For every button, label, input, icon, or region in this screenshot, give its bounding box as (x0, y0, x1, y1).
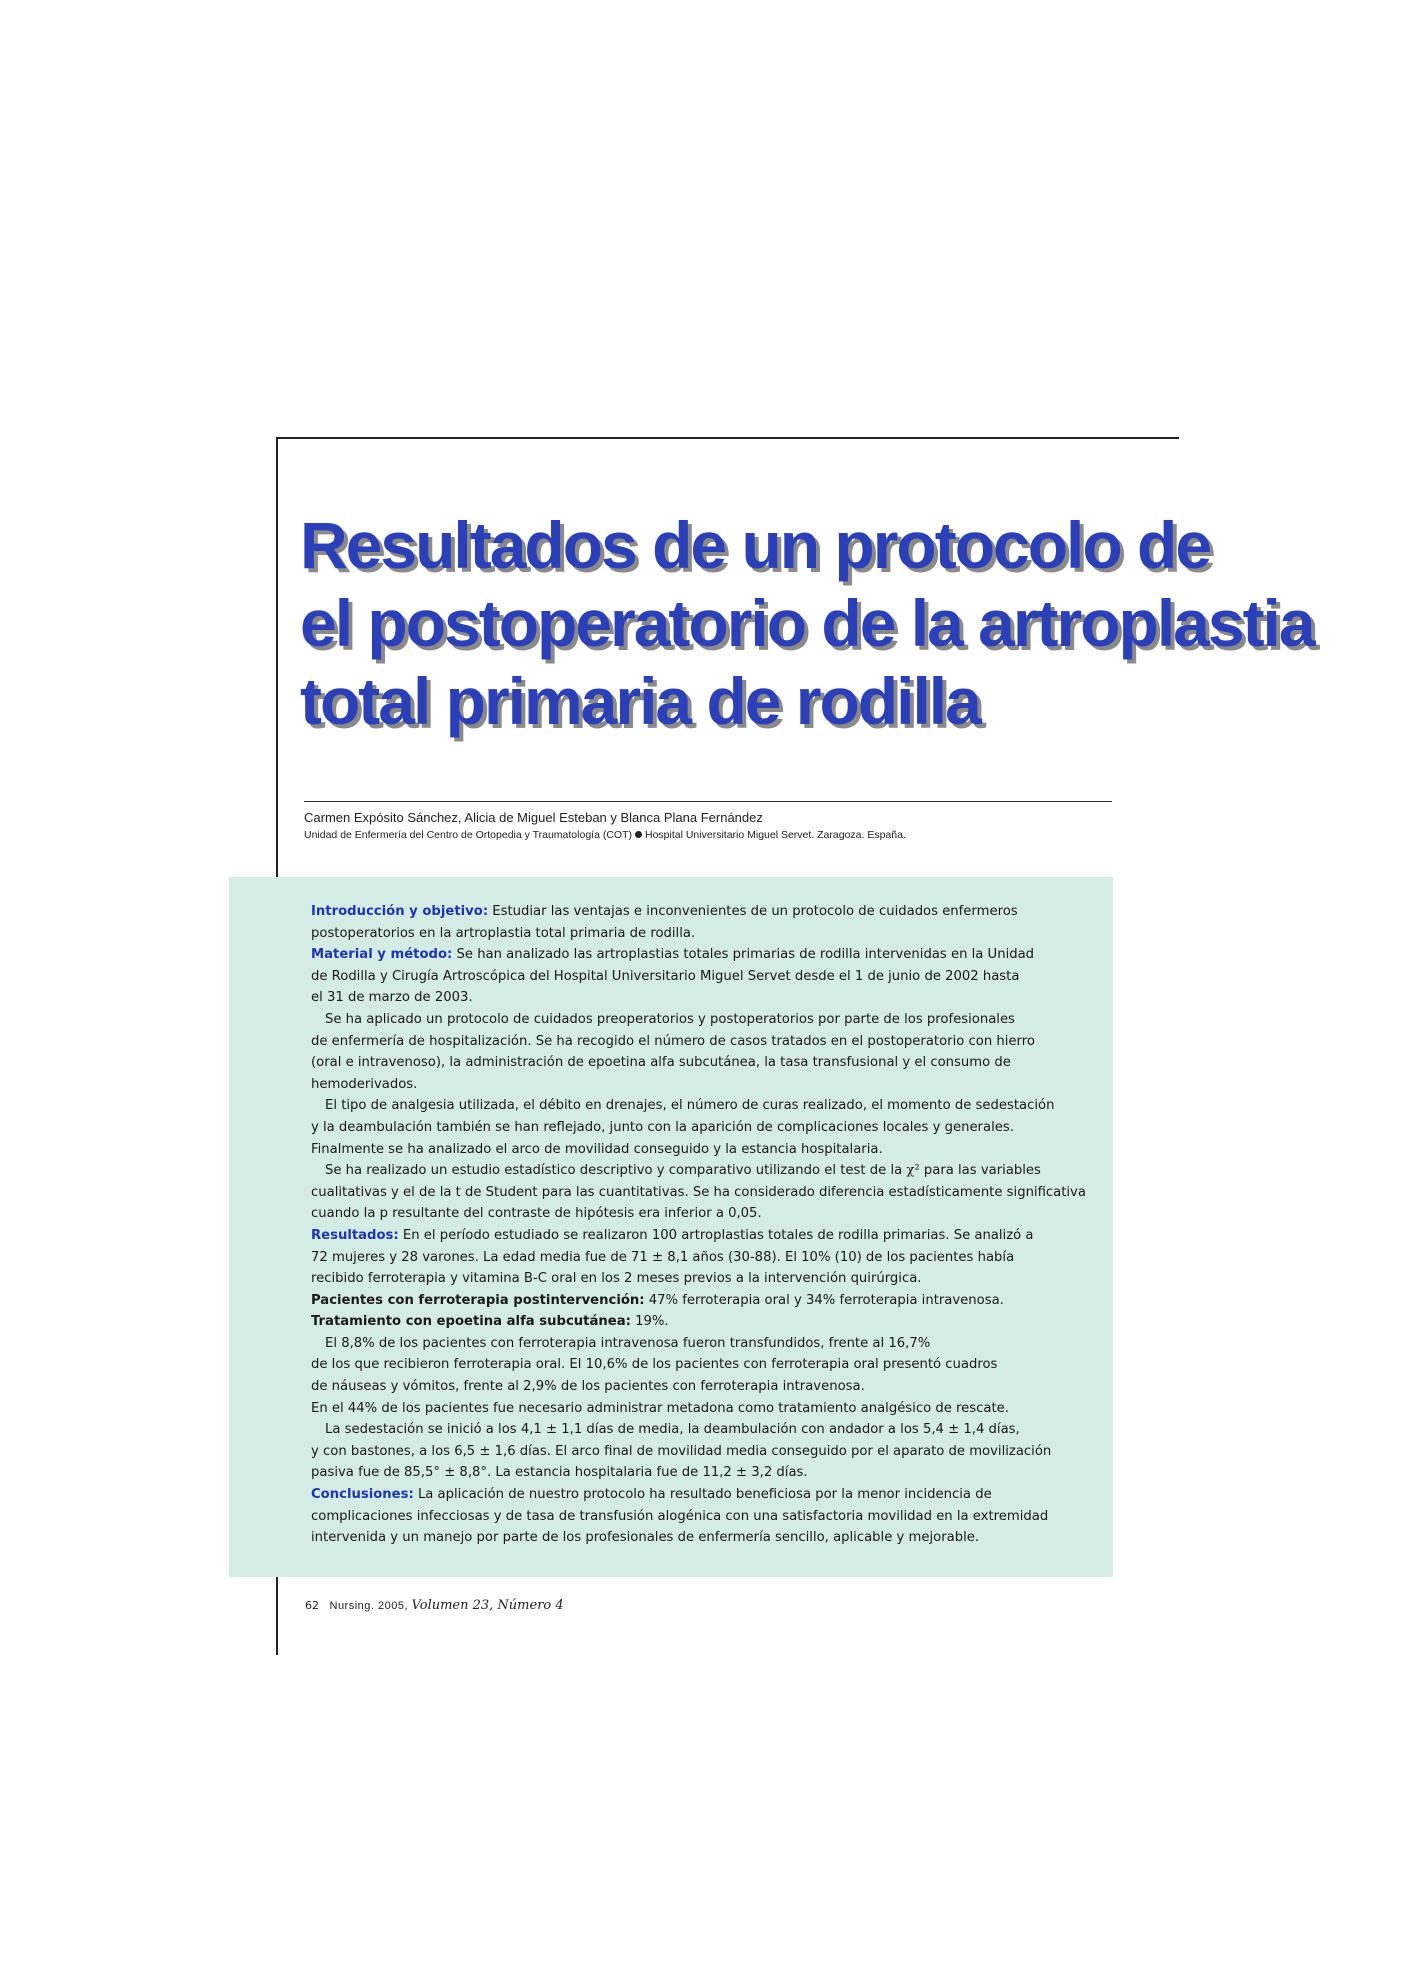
abstract-line: de Rodilla y Cirugía Artroscópica del Hospital Universitario Miguel Servet desde el 1 de junio de 2002 hasta (311, 968, 1020, 984)
abstract-line: de náuseas y vómitos, frente al 2,9% de los pacientes con ferroterapia intravenosa. (311, 1379, 865, 1395)
abstract-line: pasiva fue de 85,5° ± 8,8°. La estancia hospitalaria fue de 11,2 ± 3,2 días. (311, 1465, 808, 1481)
results-heading: Resultados: (311, 1227, 399, 1243)
intro-heading: Introducción y objetivo: (311, 904, 489, 919)
abstract-line: intervenida y un manejo por parte de los profesionales de enfermería sencillo, aplicable y mejorable. (311, 1530, 980, 1546)
abstract-text: La aplicación de nuestro protocolo ha resultado beneficiosa por la menor incidencia de (413, 1487, 992, 1503)
abstract-line: La sedestación se inició a los 4,1 ± 1,1 días de media, la deambulación con andador a los 5,4 ± 1,4 días, (325, 1422, 1020, 1438)
abstract-line: El 8,8% de los pacientes con ferroterapia intravenosa fueron transfundidos, frente al 16,7% (325, 1335, 931, 1351)
abstract-line: de los que recibieron ferroterapia oral. El 10,6% de los pacientes con ferroterapia oral presentó cuadros (311, 1357, 998, 1373)
author-divider (304, 801, 1112, 802)
ferro-subheading: Pacientes con ferroterapia postintervención: (311, 1292, 645, 1308)
article-title (300, 506, 1314, 740)
title-line-1: Resultados de un protocolo de (300, 508, 1211, 582)
abstract-line (311, 901, 1097, 923)
page-number: 62 (305, 1599, 319, 1612)
abstract-line: y con bastones, a los 6,5 ± 1,6 días. El arco final de movilidad media conseguido por el aparato de movilización (311, 1443, 1052, 1459)
affiliation (304, 829, 906, 841)
epoetin-subheading: Tratamiento con epoetina alfa subcutánea: (311, 1314, 631, 1330)
abstract-line: 72 mujeres y 28 varones. La edad media fue de 71 ± 8,1 años (30-88). El 10% (10) de los pacientes había (311, 1249, 1015, 1265)
abstract-line (311, 1484, 1097, 1506)
abstract (311, 901, 1097, 1549)
abstract-line (311, 1311, 1097, 1333)
chi-square-symbol: χ² (906, 1163, 920, 1179)
abstract-line (311, 944, 1097, 966)
abstract-line: En el 44% de los pacientes fue necesario administrar metadona como tratamiento analgésico de rescate. (311, 1400, 1009, 1416)
title-line-3: total primaria de rodilla (300, 664, 980, 738)
abstract-line: el 31 de marzo de 2003. (311, 990, 473, 1006)
journal-volume: Volumen 23, Número 4 (411, 1598, 564, 1613)
title-line-2: el postoperatorio de la artroplastia (300, 586, 1314, 660)
abstract-text: para las variables (919, 1163, 1041, 1179)
page-footer (305, 1598, 564, 1613)
author-list: Carmen Expósito Sánchez, Alicia de Miguel Esteban y Blanca Plana Fernández (304, 810, 763, 825)
abstract-text: 19%. (630, 1314, 669, 1330)
abstract-line: complicaciones infecciosas y de tasa de transfusión alogénica con una satisfactoria movilidad en la extremidad (311, 1508, 1049, 1524)
abstract-line: cualitativas y el de la t de Student para las cuantitativas. Se ha considerado diferencia estadísticamente significativa (311, 1184, 1086, 1200)
journal-name: Nursing. 2005, (329, 1600, 409, 1612)
abstract-line: recibido ferroterapia y vitamina B-C oral en los 2 meses previos a la intervención quirúrgica. (311, 1271, 922, 1287)
abstract-text: Estudiar las ventajas e inconvenientes de un protocolo de cuidados enfermeros (488, 904, 1018, 919)
abstract-line: Finalmente se ha analizado el arco de movilidad conseguido y la estancia hospitalaria. (311, 1141, 883, 1157)
abstract-text: Se ha realizado un estudio estadístico descriptivo y comparativo utilizando el test de la (325, 1163, 907, 1179)
bullet-icon (635, 831, 642, 838)
abstract-line (311, 1290, 1097, 1312)
conclusions-heading: Conclusiones: (311, 1487, 414, 1503)
abstract-line: cuando la p resultante del contraste de hipótesis era inferior a 0,05. (311, 1206, 762, 1222)
abstract-line: El tipo de analgesia utilizada, el débito en drenajes, el número de curas realizado, el momento de sedestación (325, 1098, 1055, 1114)
method-heading: Material y método: (311, 947, 453, 963)
abstract-line: postoperatorios en la artroplastia total primaria de rodilla. (311, 925, 696, 941)
abstract-text: Se han analizado las artroplastias totales primarias de rodilla intervenidas en la Unidad (452, 947, 1035, 963)
abstract-line: hemoderivados. (311, 1076, 418, 1092)
abstract-line (311, 1225, 1097, 1247)
abstract-line (311, 1160, 1097, 1182)
abstract-text: 47% ferroterapia oral y 34% ferroterapia intravenosa. (644, 1292, 1004, 1308)
abstract-line: y la deambulación también se han reflejado, junto con la aparición de complicaciones locales y generales. (311, 1119, 1014, 1135)
abstract-text: En el período estudiado se realizaron 100 artroplastias totales de rodilla primarias. Se analizó a (398, 1227, 1034, 1243)
affiliation-unit: Unidad de Enfermería del Centro de Ortopedia y Traumatología (COT) (304, 829, 632, 841)
abstract-line: (oral e intravenoso), la administración de epoetina alfa subcutánea, la tasa transfusional y el consumo de (311, 1055, 1011, 1071)
abstract-line: Se ha aplicado un protocolo de cuidados preoperatorios y postoperatorios por parte de los profesionales (325, 1011, 1015, 1027)
frame-top-rule (276, 437, 1179, 439)
abstract-line: de enfermería de hospitalización. Se ha recogido el número de casos tratados en el postoperatorio con hierro (311, 1033, 1035, 1049)
affiliation-hospital: Hospital Universitario Miguel Servet. Zaragoza. España. (645, 829, 906, 841)
